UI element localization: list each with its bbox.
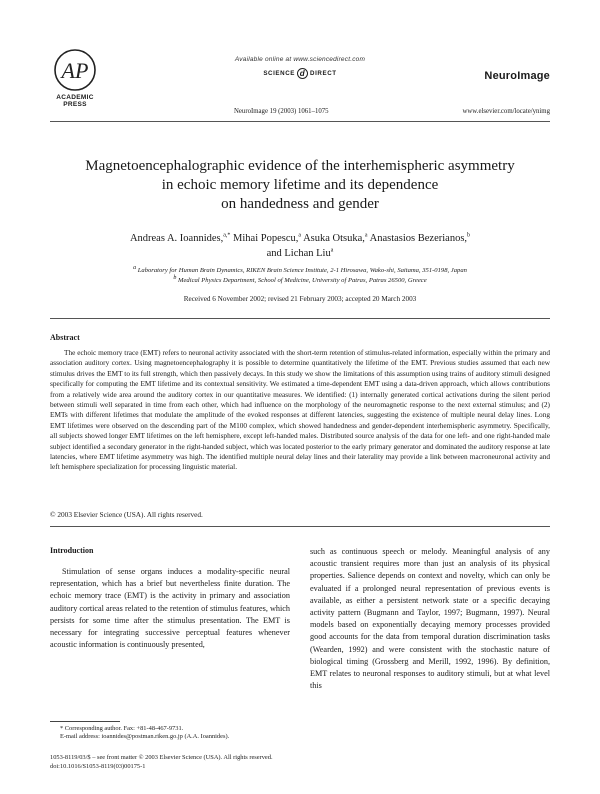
publisher-logo <box>50 48 100 108</box>
abstract-heading: Abstract <box>50 333 80 342</box>
author-affil-mark: a <box>364 232 368 239</box>
introduction-heading: Introduction <box>50 546 94 555</box>
corresponding-author-note: * Corresponding author. Fax: +81-48-467-9731. <box>60 725 184 732</box>
author-name: Mihai Popescu, <box>233 233 299 244</box>
availability-line[interactable]: Available online at www.sciencedirect.com <box>234 56 366 63</box>
sd-at-icon: d <box>297 68 308 79</box>
title-line: on handedness and gender <box>221 196 379 212</box>
affil-text: Laboratory for Human Brain Dynamics, RIKEN Brain Science Institute, 2-1 Hirosawa, Wako-shi, Saitama, 351-0198, Japan <box>137 267 467 274</box>
author-name: Anastasios Bezerianos, <box>369 233 468 244</box>
received-dates: Received 6 November 2002; revised 21 February 2003; accepted 20 March 2003 <box>183 295 417 303</box>
sd-left-text: SCIENCE <box>263 70 296 77</box>
intro-left-column: Stimulation of sense organs induces a modality-specific neural representation, which has a brief but nevertheless finite duration. The echoic memory trace (EMT) is the activity in primary and association auditory cortical areas related to the retention of stimulus features, which persists for some time after the stimulus presentation. The EMT is necessary for integrating successive perceptual features whenever acoustic information is continuously presented, <box>50 567 290 650</box>
publisher-name: ACADEMIC PRESS <box>56 94 94 108</box>
journal-site-link[interactable]: www.elsevier.com/locate/ynimg <box>462 108 550 115</box>
publisher-emblem-icon <box>53 48 97 92</box>
author-name: and Lichan Liu <box>266 248 331 259</box>
sd-right-text: DIRECT <box>310 70 337 77</box>
author-affil-mark: b <box>467 232 471 239</box>
header-divider <box>50 121 550 122</box>
author-list <box>70 231 530 261</box>
intro-right-column: such as continuous speech or melody. Meaningful analysis of any acoustic transient requires more than just an analysis of its physical properties. Salience depends on context and novelty, which can only be evaluated if a prolonged neural representation of previous events is available, as either a persistent network state or a specific decaying activity pattern (Bugmann and Taylor, 1997; Bugmann, 1997). Neural models based on exponentially decaying memory processes provided good accounts for the data from temporal duration discrimination tasks (Wearden, 1992) and were consistent with the stochastic nature of biological timing (Grossberg and Merill, 1992, 1996). By definition, EMT relates to neuronal responses to auditory stimuli, but at what level this <box>310 547 550 691</box>
title-line: Magnetoencephalographic evidence of the interhemispheric asymmetry <box>85 158 515 174</box>
publisher-logo-letters: AP <box>61 58 89 83</box>
email-note[interactable]: E-mail address: ioannides@postman.riken.go.jp (A.A. Ioannides). <box>60 733 230 740</box>
footnote-divider <box>50 721 120 722</box>
issn-line: 1053-8119/03/$ – see front matter © 2003 Elsevier Science (USA). All rights reserved. <box>50 754 273 761</box>
abstract-copyright: © 2003 Elsevier Science (USA). All rights reserved. <box>50 510 203 519</box>
title-line: in echoic memory lifetime and its dependence <box>161 177 439 193</box>
abstract-body <box>50 348 550 473</box>
author-affil-mark: a <box>298 232 302 239</box>
affiliation <box>60 266 540 275</box>
journal-citation: NeuroImage 19 (2003) 1061–1075 <box>234 108 329 115</box>
affil-text: Medical Physics Department, School of Medicine, University of Patras, Patras 26500, Greece <box>178 277 427 284</box>
abstract-text: The echoic memory trace (EMT) refers to neuronal activity associated with the short-term retention of stimulus-related information, especially within the primary and association auditory cortex. Using magnetoencephalography it is possible to determine quantitatively the lifetime of the EMT. Previous studies assumed that each new stimulus drives the EMT to its full strength, which then passively decays. In this study we show the limitations of this assumption using trains of auditory stimuli designed specifically for computing the EMT lifetime and its contextual sensitivity. We estimated a time-dependent EMT using a data-driven approach, which allows contributions from a relatively wide area around the auditory cortex in our quantitative measures. We identified: (1) internally generated cortical activations during the silent period between stimuli well separated in time from each other, which had influence on the morphology of the neuromagnetic response to the next external stimulus; and (2) EMTs with different lifetimes that modulate the amplitude of the evoked responses at different latencies, suggesting the existence of multiple neural delay lines. Long EMT lifetimes were observed on the descending part of the M100 complex, which showed handedness and gender-dependent interhemispheric asymmetry. Specifically, all subjects showed longer EMT lifetimes on the left hemisphere, except left-handed males. Distributed source analysis of the data for one left- and one right-handed male subject identified a secondary generator in the right-handed subject, which was located posterior to the early primary generator and dominated the auditory response at late latencies, where EMT lifetime asymmetry was high. The identified multiple neural delay lines and their laterality may provide a link between macroneuronal activity and left hemisphere specialization for processing linguistic material. <box>50 348 550 472</box>
author-affil-mark: a,* <box>223 232 231 239</box>
abstract-divider-top <box>50 318 550 319</box>
author-name: Asuka Otsuka, <box>303 233 365 244</box>
author-name: Andreas A. Ioannides, <box>129 233 224 244</box>
article-title <box>60 157 540 214</box>
affiliation <box>60 276 540 285</box>
journal-brand: NeuroImage <box>484 70 550 82</box>
sciencedirect-logo <box>200 68 400 79</box>
author-affil-mark: a <box>330 247 334 254</box>
affil-mark: a <box>133 264 137 271</box>
abstract-divider-bottom <box>50 526 550 527</box>
affil-mark: b <box>173 274 177 281</box>
doi-line[interactable]: doi:10.1016/S1053-8119(03)00175-1 <box>50 763 146 770</box>
